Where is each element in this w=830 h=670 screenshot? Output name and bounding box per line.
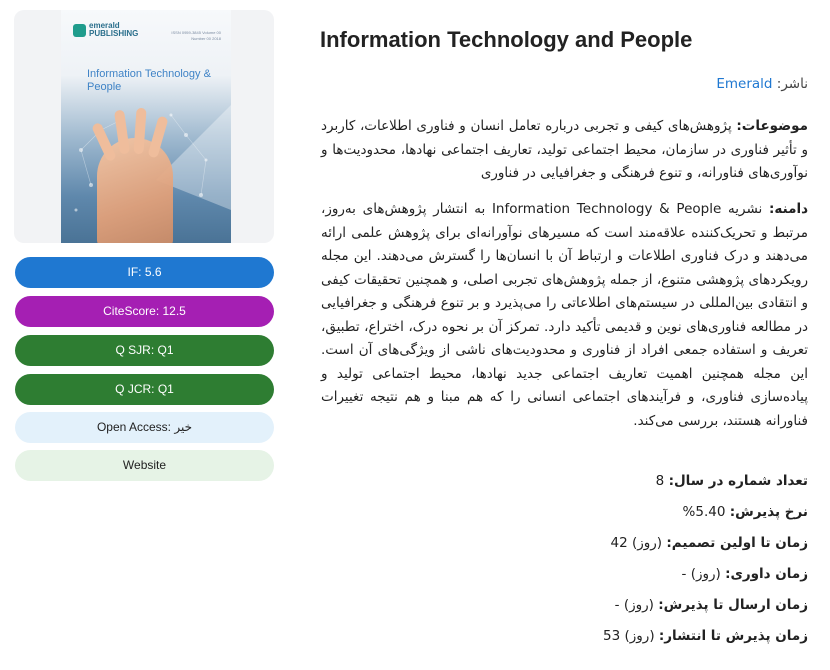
stat-label: زمان تا اولین تصمیم: [666, 535, 808, 551]
stat-label: زمان پذیرش تا انتشار: [658, 628, 808, 644]
stat-value: (روز) 53 [603, 628, 659, 644]
stat-label: تعداد شماره در سال: [668, 473, 808, 489]
publisher-label: ناشر: [772, 76, 808, 92]
stat-acceptance-rate [321, 502, 808, 522]
stat-label: نرخ پذیرش: [729, 504, 808, 520]
journal-cover-card [14, 10, 274, 243]
stat-value: (روز) 42 [610, 535, 667, 551]
website-button[interactable]: Website [15, 450, 274, 481]
scope-paragraph [321, 198, 808, 433]
cover-title: Information Technology & People [87, 68, 211, 93]
journal-cover-image[interactable] [61, 10, 231, 243]
scope-label: دامنه: [768, 201, 808, 217]
citescore-badge[interactable]: CiteScore: 12.5 [15, 296, 274, 327]
topics-paragraph [321, 115, 808, 186]
stat-time-to-first-decision [321, 533, 808, 553]
emerald-logo-icon [73, 24, 86, 37]
stat-value: 8 [655, 473, 669, 489]
stat-value: (روز) - [681, 566, 726, 582]
topics-label: موضوعات: [736, 118, 808, 134]
stat-review-time [321, 564, 808, 584]
stat-label: زمان ارسال تا پذیرش: [658, 597, 808, 613]
publisher-line [716, 76, 808, 92]
topics-text: پژوهش‌های کیفی و تجربی درباره تعامل انسان و فناوری اطلاعات، کاربرد و تأثیر فناوری در سازمان، محیط اجتماعی تولید، تعاریف اجتماعی نهادها، محدودیت‌ها و نوآوری‌های فناورانه، و تنوع فرهنگی و جغرافیایی در فناوری [321, 118, 808, 181]
stat-acceptance-to-publication [321, 626, 808, 646]
cover-brand: emerald PUBLISHING [89, 21, 139, 38]
stat-value: 5.40% [682, 504, 730, 520]
journal-title: Information Technology and People [320, 27, 693, 52]
scope-text: نشریه Information Technology & People به انتشار پژوهش‌های به‌روز، مرتبط و تحریک‌کننده علاقه‌مند است که مسیرهای نوآورانه‌ای برای پژوهش علمی ارائه می‌دهند و درک فناوری اطلاعات و ارتباط آن با انسان‌ها را گسترش می‌دهند. این مجله رویکردهای پژوهشی متنوع، از جمله پژوهش‌های تجربی اصلی، و همچنین تحقیقات کیفی و انتقادی بین‌المللی در سیستم‌های اطلاعاتی را می‌پذیرد و بر تنوع فرهنگی و جغرافیایی در مطالعه فناوری‌های نوین و قدیمی تأکید دارد. تمرکز آن بر نحوه درک، اختراع، تطبیق، تعریف و استفاده جمعی افراد از فناوری و محدودیت‌های ناشی از ویژگی‌های آن است. این مجله همچنین اهمیت تعاریف اجتماعی جدید نهادها، محیط اجتماعی تولید و پیاده‌سازی فناوری، و فرآیندهای اجتماعی انسانی را که هم مبنا و هم نتیجه تغییرات فناورانه هستند، بررسی می‌کند. [321, 201, 808, 429]
impact-factor-badge[interactable]: IF: 5.6 [15, 257, 274, 288]
stat-label: زمان داوری: [725, 566, 808, 582]
open-access-badge[interactable]: Open Access: خیر [15, 412, 274, 443]
sjr-quartile-badge[interactable]: Q SJR: Q1 [15, 335, 274, 366]
publisher-link[interactable]: Emerald [716, 76, 773, 92]
stat-submission-to-acceptance [321, 595, 808, 615]
jcr-quartile-badge[interactable]: Q JCR: Q1 [15, 374, 274, 405]
stat-value: (روز) - [614, 597, 659, 613]
stat-issues-per-year [321, 471, 808, 491]
cover-issn: ISSN 0959-3845 Volume 00 Number 00 2018 [171, 30, 221, 41]
